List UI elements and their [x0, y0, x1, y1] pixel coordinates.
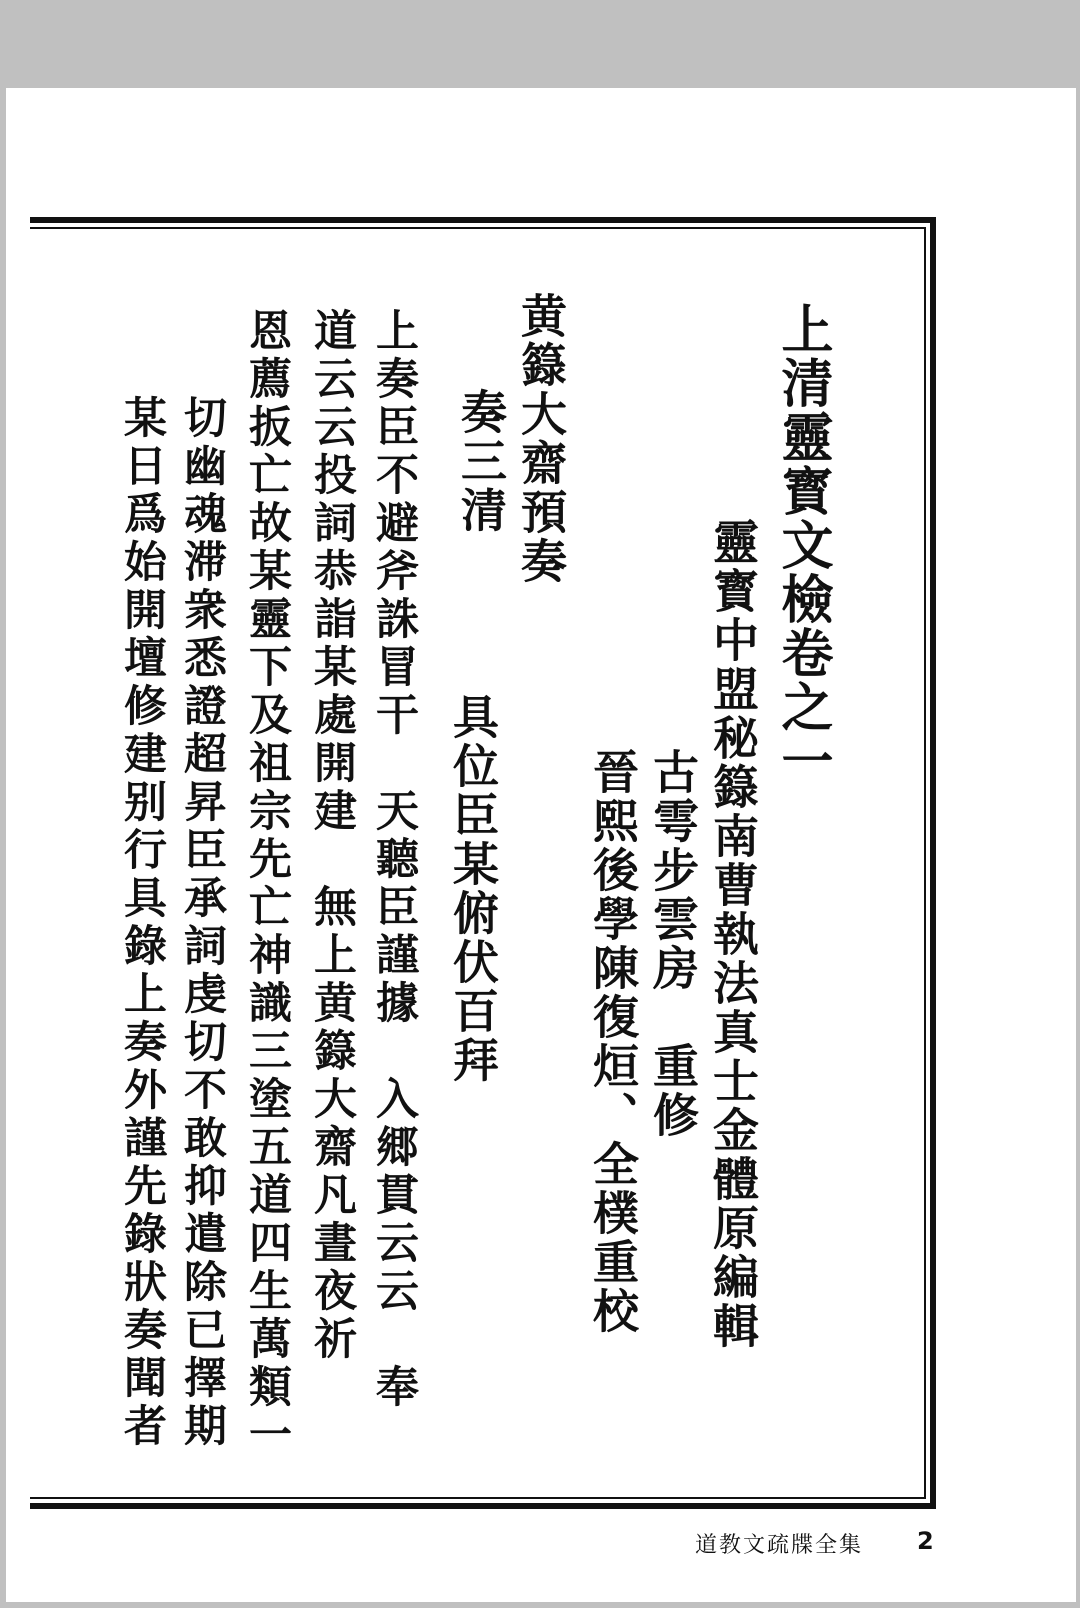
text-line-3: 恩薦扳亡故某靈下及祖宗先亡神識三塗五道四生萬類一	[242, 308, 292, 1460]
memorial-recipient: 奏三清	[454, 388, 508, 535]
text-line-4: 切幽魂滞衆悉證超昇臣承詞虔切不敢抑遣除已擇期	[177, 395, 227, 1451]
footer-collection-title: 道教文疏牒全集	[695, 1533, 864, 1558]
rite-title: 黄籙大齋預奏	[514, 292, 568, 586]
page-number: 2	[917, 1527, 934, 1555]
compiler-line: 靈寳中盟秘籙南曹執法真士金體原編輯	[706, 518, 760, 1351]
book-title: 上清靈寳文檢卷之一	[772, 302, 833, 788]
text-line-1: 上奏臣不避斧誅冒干 天聽臣謹據 入郷貫云云 奉	[369, 308, 419, 1412]
reviser-line-2: 晉熙後學陳復烜、全樸重校	[586, 748, 640, 1336]
text-line-5: 某日爲始開壇修建别行具錄上奏外謹先錄狀奏聞者	[117, 395, 167, 1451]
officiant-line: 具位臣某俯伏百拜	[446, 693, 500, 1085]
reviser-line-1: 古雩步雲房 重修	[646, 748, 700, 1140]
text-line-2: 道云云投詞恭詣某處開建 無上黄籙大齋凡晝夜祈	[307, 308, 357, 1364]
